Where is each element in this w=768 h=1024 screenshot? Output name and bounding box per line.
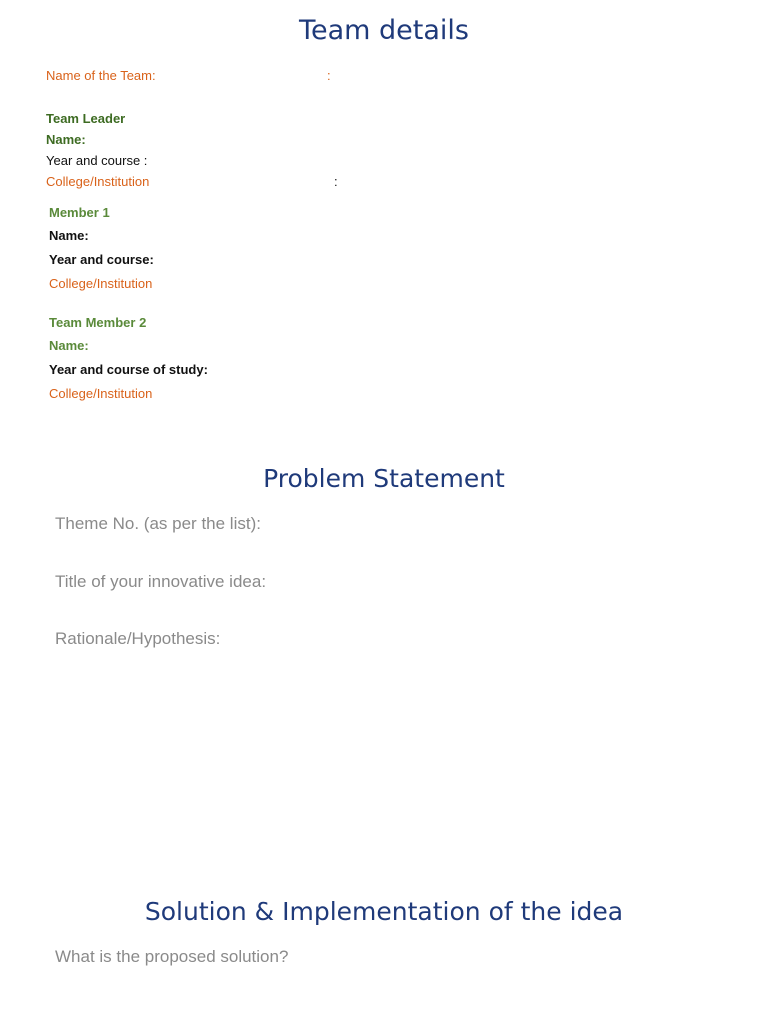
member1-heading: Member 1 (49, 205, 110, 220)
theme-number-prompt: Theme No. (as per the list): (55, 514, 261, 533)
team-leader-college-label: College/Institution (46, 174, 150, 189)
team-leader-college-colon: : (334, 174, 338, 189)
member2-heading: Team Member 2 (49, 315, 147, 330)
problem-statement-title: Problem Statement (263, 464, 505, 493)
team-details-title: Team details (299, 15, 469, 46)
team-name-label: Name of the Team: (46, 68, 156, 83)
team-leader-heading: Team Leader (46, 111, 126, 126)
member1-college-label: College/Institution (49, 276, 153, 291)
member2-college-label: College/Institution (49, 386, 153, 401)
idea-title-prompt: Title of your innovative idea: (55, 572, 267, 591)
member1-name-label: Name: (49, 228, 89, 243)
team-name-colon: : (327, 68, 331, 83)
team-leader-year-label: Year and course : (46, 153, 148, 168)
team-leader-name-label: Name: (46, 132, 86, 147)
member1-year-label: Year and course: (49, 252, 154, 267)
proposed-solution-prompt: What is the proposed solution? (55, 947, 289, 966)
rationale-prompt: Rationale/Hypothesis: (55, 629, 221, 648)
solution-title: Solution & Implementation of the idea (144, 897, 624, 926)
member2-year-label: Year and course of study: (49, 362, 208, 377)
member2-name-label: Name: (49, 338, 89, 353)
